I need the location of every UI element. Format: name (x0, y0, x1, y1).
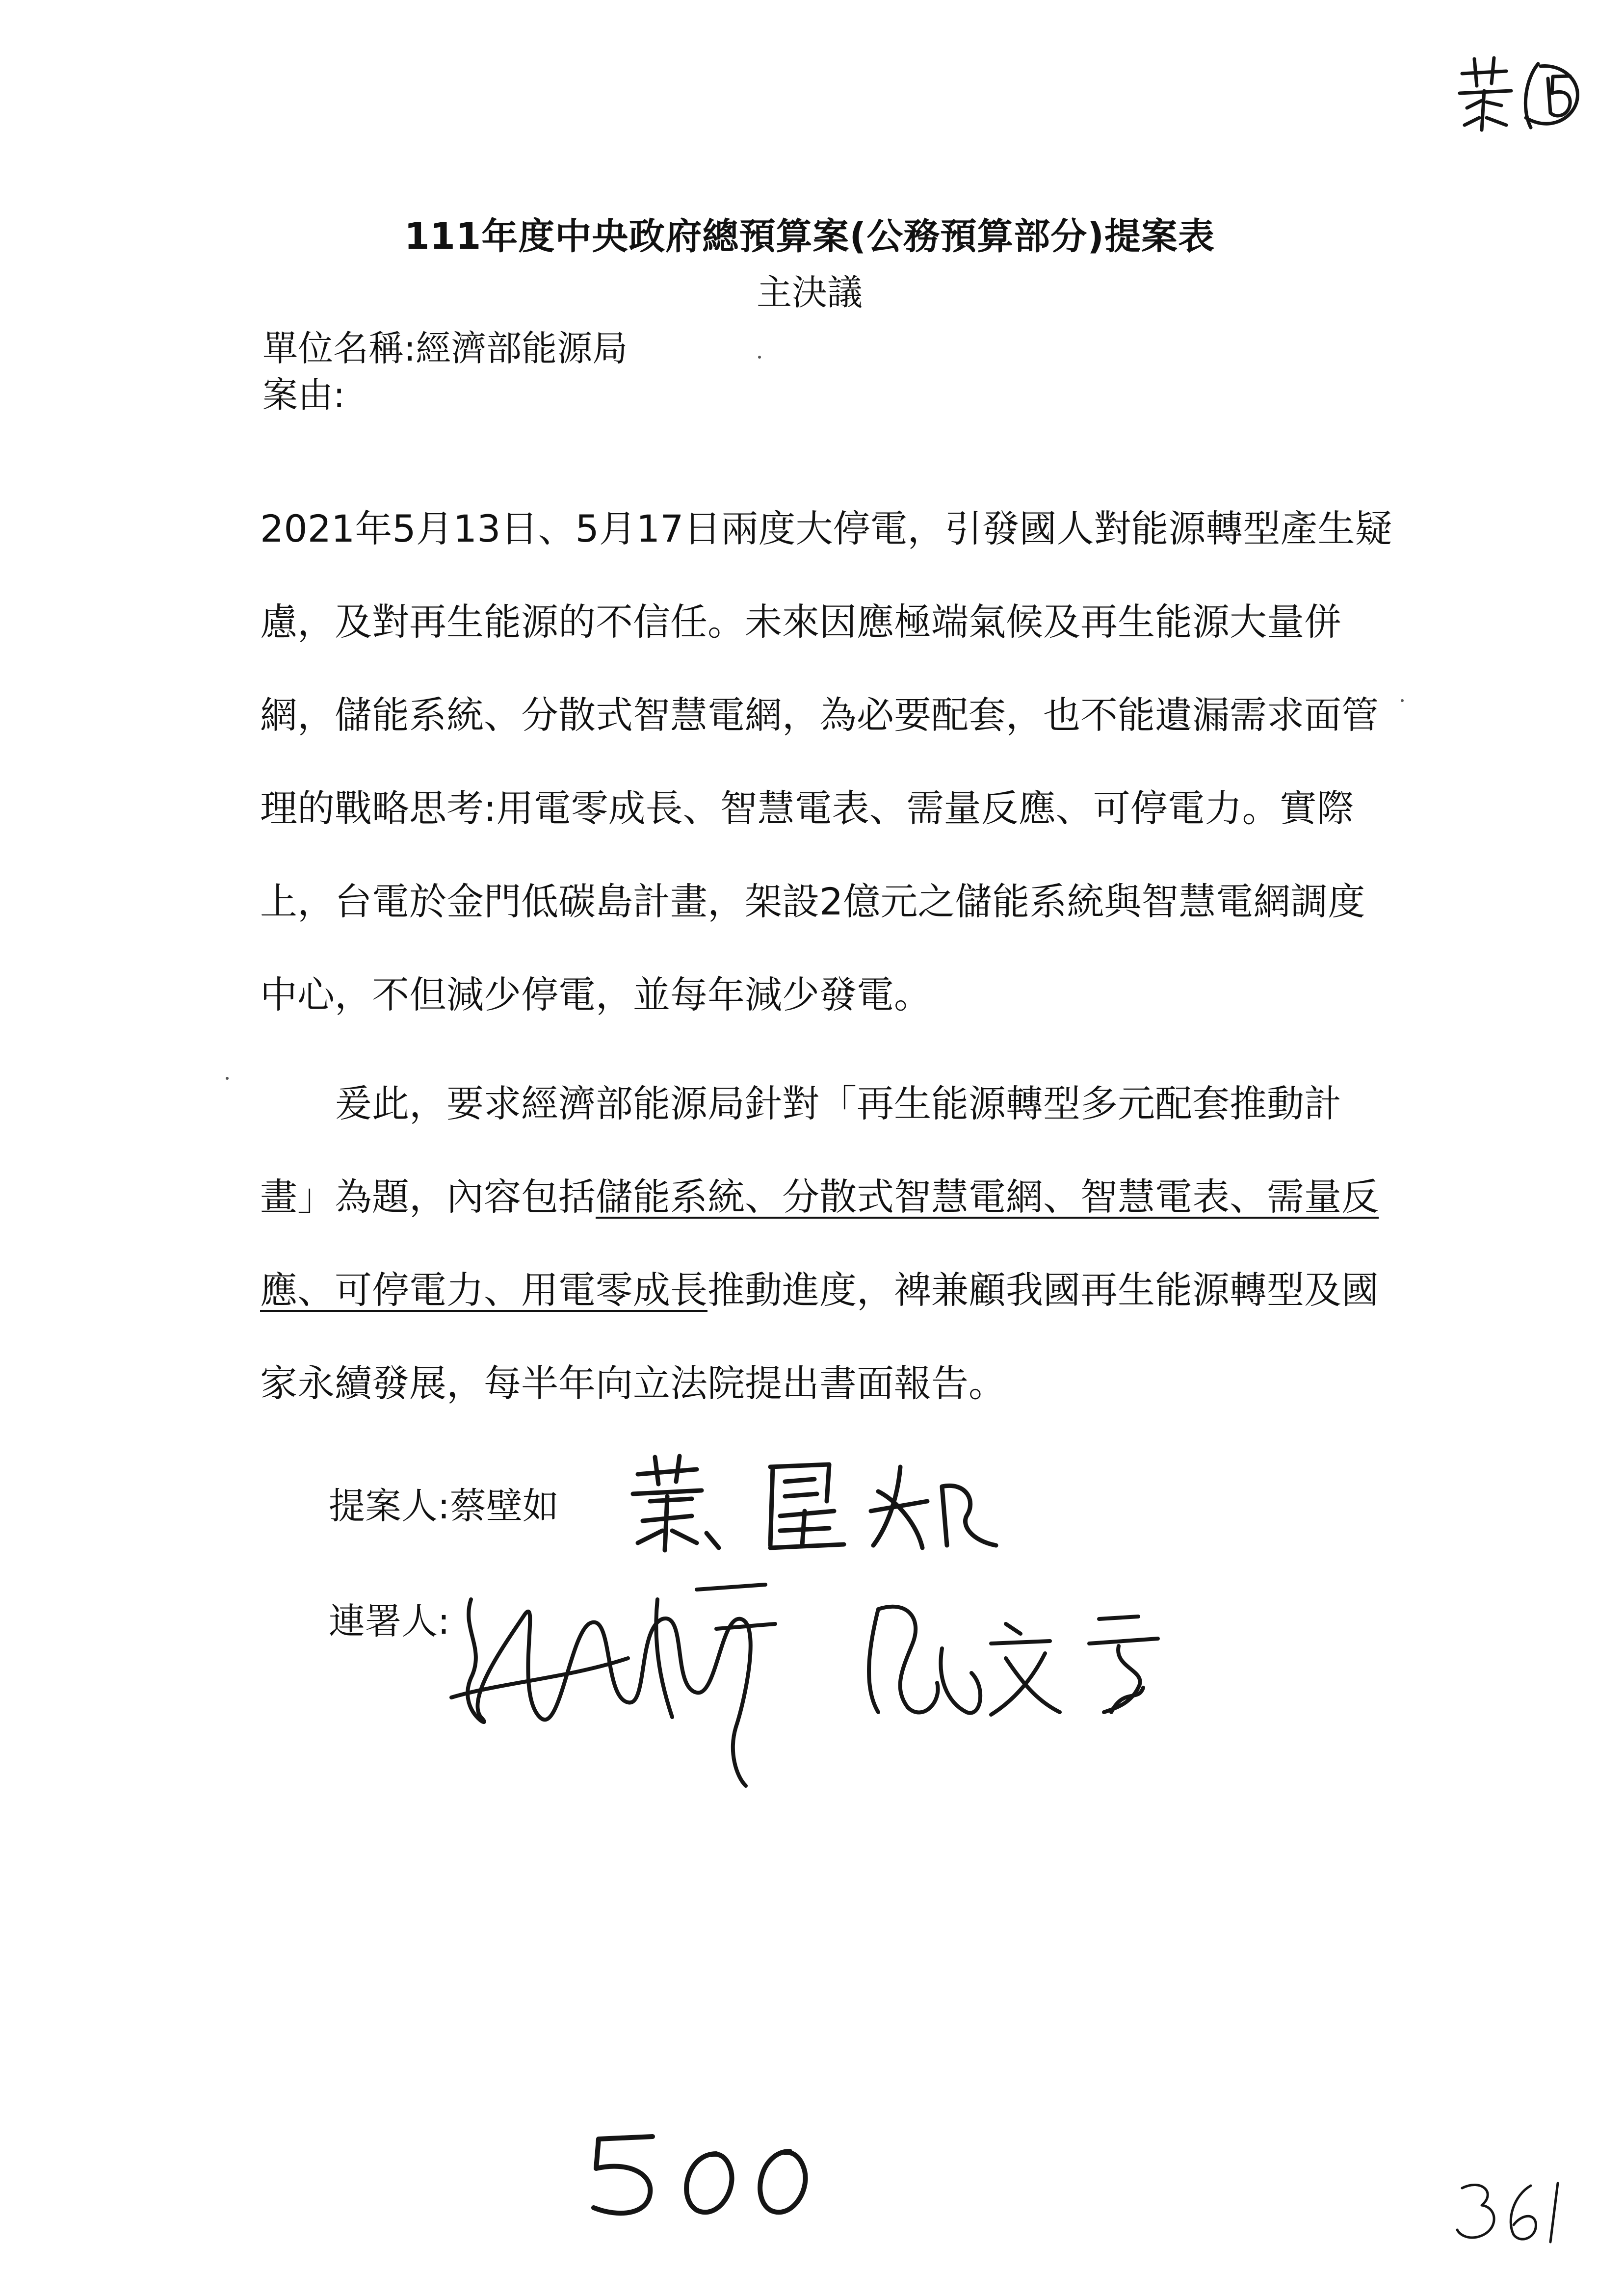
corner-handwritten-mark (1452, 44, 1590, 142)
proposer-label: 提案人:蔡壁如 (329, 1485, 559, 1527)
paragraph-2-line-4: 家永續發展，每半年向立法院提出書面報告。 (260, 1361, 1006, 1405)
cosigner-label: 連署人: (329, 1600, 450, 1643)
paragraph-request (260, 1057, 1403, 1430)
paragraph-2-text: 畫」為題，內容包括 (260, 1175, 596, 1219)
paragraph-1-line: 慮，及對再生能源的不信任。未來因應極端氣候及再生能源大量併 (260, 600, 1341, 644)
form-title: 111年度中央政府總預算案(公務預算部分)提案表 (404, 215, 1215, 258)
cosigner-signature-1 (442, 1570, 795, 1791)
reason-field-label: 案由: (262, 374, 345, 416)
handwritten-page-number (1452, 2173, 1570, 2247)
paragraph-1-line: 網，儲能系統、分散式智慧電網，為必要配套，也不能遺漏需求面管 (260, 693, 1379, 737)
paragraph-background (260, 482, 1403, 1042)
cosigner-signature-2 (844, 1590, 1197, 1737)
paragraph-1-line: 中心，不但減少停電，並每年減少發電。 (260, 973, 931, 1017)
scan-speck (226, 1077, 229, 1080)
paragraph-2-line-2 (260, 1150, 1403, 1244)
underlined-items: 儲能系統、分散式智慧電網、智慧電表、需量反 (596, 1175, 1379, 1219)
scan-speck (1401, 699, 1404, 702)
paragraph-1-line: 上，台電於金門低碳島計畫，架設2億元之儲能系統與智慧電網調度 (260, 880, 1365, 923)
unit-name-field: 單位名稱:經濟部能源局 (262, 328, 628, 369)
handwritten-total (584, 2124, 819, 2222)
proposer-signature (623, 1447, 1016, 1560)
paragraph-2-line-1: 爰此，要求經濟部能源局針對「再生能源轉型多元配套推動計 (335, 1082, 1341, 1125)
underlined-items: 應、可停電力、用電零成長 (260, 1268, 707, 1312)
paragraph-1-line: 理的戰略思考:用電零成長、智慧電表、需量反應、可停電力。實際 (260, 786, 1354, 830)
form-subtitle: 主決議 (756, 272, 863, 313)
scan-speck (758, 356, 761, 359)
paragraph-2-line-3 (260, 1244, 1403, 1337)
paragraph-2-text: 推動進度，裨兼顧我國再生能源轉型及國 (707, 1268, 1379, 1312)
paragraph-1-line: 2021年5月13日、5月17日兩度大停電，引發國人對能源轉型產生疑 (260, 507, 1392, 550)
